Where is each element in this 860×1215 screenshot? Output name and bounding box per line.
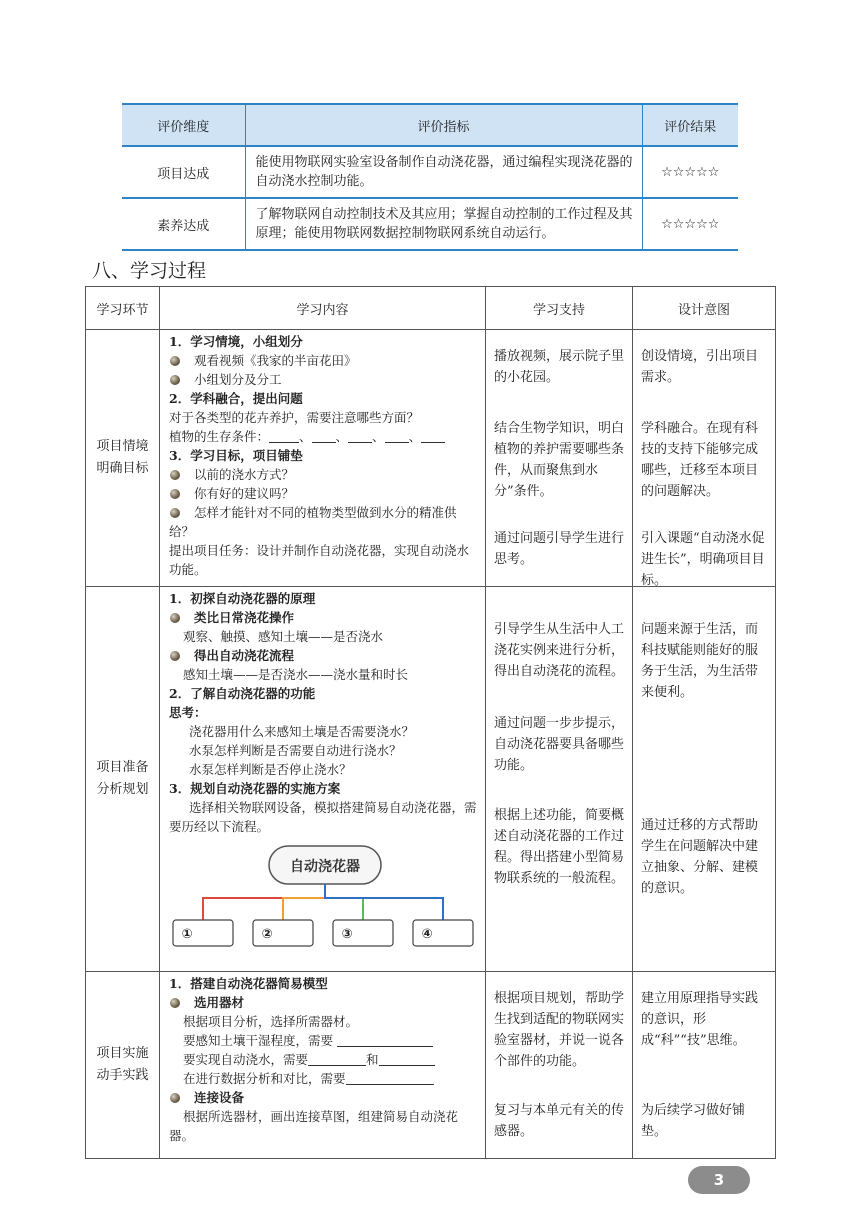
process-header-content: 学习内容	[160, 287, 486, 330]
flow-connector	[283, 884, 325, 920]
content-text: 在进行数据分析和对比，需要	[183, 1071, 346, 1086]
support-text: 播放视频，展示院子里的小花园。	[494, 349, 625, 385]
content-heading: 3．规划自动浇花器的实施方案	[169, 781, 341, 796]
intent-text: 为后续学习做好铺垫。	[641, 1103, 746, 1139]
fill-blank-line	[169, 1069, 479, 1088]
support-text: 复习与本单元有关的传感器。	[494, 1103, 625, 1139]
flow-step-label: ④	[421, 927, 433, 942]
bullet-item	[169, 351, 479, 370]
star-rating[interactable]: ☆☆☆☆☆	[642, 198, 738, 250]
content-heading: 1．初探自动浇花器的原理	[169, 591, 316, 606]
flow-steps	[173, 920, 473, 946]
bullet-text: 选用器材	[194, 995, 245, 1010]
bullet-text: 类比日常浇花操作	[194, 610, 295, 625]
fill-blank-line	[169, 427, 479, 446]
bullet-text: 小组划分及分工	[194, 372, 282, 387]
table-row	[122, 146, 738, 198]
intent-text: 通过迁移的方式帮助学生在问题解决中建立抽象、分解、建模的意识。	[641, 818, 759, 896]
page-number: 3	[688, 1166, 750, 1194]
separator: 、	[335, 429, 349, 444]
table-row	[86, 330, 776, 587]
bullet-item	[169, 993, 479, 1012]
content-text: 要实现自动浇水，需要	[183, 1052, 309, 1067]
flow-root-label: 自动浇花器	[290, 859, 360, 875]
content-heading: 1．学习情境，小组划分	[169, 334, 303, 349]
support-text: 通过问题引导学生进行思考。	[494, 531, 625, 567]
flow-connector	[325, 884, 363, 920]
blank-field[interactable]	[346, 1071, 434, 1085]
eval-header-result: 评价结果	[642, 104, 738, 146]
blank-field[interactable]	[379, 1052, 435, 1066]
stage-label: 项目准备	[96, 760, 149, 775]
intent-text: 建立用原理指导实践的意识，形成“科”“技”思维。	[641, 991, 759, 1048]
star-rating[interactable]: ☆☆☆☆☆	[642, 146, 738, 198]
bullet-item	[169, 646, 479, 665]
content-text: 植物的生存条件：	[169, 429, 270, 444]
support-text: 通过问题一步步提示，自动浇花器要具备哪些功能。	[494, 716, 625, 773]
flow-connector	[325, 884, 443, 920]
content-heading: 3．学习目标，项目铺垫	[169, 448, 303, 463]
blank-field[interactable]	[421, 429, 445, 443]
fill-blank-line	[169, 1050, 479, 1069]
blank-field[interactable]	[337, 1033, 433, 1047]
flow-diagram	[169, 840, 479, 952]
eval-dimension: 素养达成	[122, 198, 245, 250]
fill-blank-line	[169, 1031, 479, 1050]
table-row	[86, 972, 776, 1159]
content-text: 提出项目任务：设计并制作自动浇花器，实现自动浇水功能。	[169, 543, 470, 577]
stage-label: 项目实施	[96, 1046, 149, 1061]
content-cell	[160, 587, 486, 972]
blank-field[interactable]	[348, 429, 372, 443]
blank-field[interactable]	[308, 1052, 366, 1066]
support-cell	[486, 330, 633, 587]
blank-field[interactable]	[269, 429, 299, 443]
separator: 、	[408, 429, 422, 444]
bullet-text: 以前的浇水方式？	[194, 467, 295, 482]
eval-header-dimension: 评价维度	[122, 104, 245, 146]
content-cell	[160, 330, 486, 587]
blank-field[interactable]	[385, 429, 409, 443]
bullet-text: 怎样才能针对不同的植物类型做到水分的精准供给？	[169, 505, 457, 539]
bullet-text: 观看视频《我家的半亩花田》	[194, 353, 357, 368]
eval-indicator: 了解物联网自动控制技术及其应用；掌握自动控制的工作过程及其原理；能使用物联网数据控制物联网系统自动运行。	[245, 198, 642, 250]
bullet-item	[169, 484, 479, 503]
content-text: 观察、触摸、感知土壤——是否浇水	[183, 629, 384, 644]
support-text: 根据上述功能，简要概述自动浇花器的工作过程。得出搭建小型简易物联系统的一般流程。	[494, 808, 625, 886]
bullet-item	[169, 608, 479, 627]
table-row	[86, 587, 776, 972]
stage-label: 项目情境	[96, 439, 149, 454]
intent-text: 问题来源于生活，而科技赋能则能好的服务于生活，为生活带来便利。	[641, 622, 759, 700]
blank-field[interactable]	[312, 429, 336, 443]
process-header-intent: 设计意图	[633, 287, 776, 330]
process-header-stage: 学习环节	[86, 287, 160, 330]
eval-indicator: 能使用物联网实验室设备制作自动浇花器，通过编程实现浇花器的自动浇水控制功能。	[245, 146, 642, 198]
intent-cell	[633, 972, 776, 1159]
content-text: 根据所选器材，画出连接草图，组建简易自动浇花器。	[169, 1109, 459, 1143]
content-heading: 2．学科融合，提出问题	[169, 391, 303, 406]
flow-step-label: ①	[181, 927, 193, 942]
flow-step-label: ③	[341, 927, 353, 942]
intent-cell	[633, 587, 776, 972]
bullet-text: 你有好的建议吗？	[194, 486, 295, 501]
section-title: 八、学习过程	[92, 260, 207, 282]
stage-label: 动手实践	[96, 1068, 149, 1083]
flow-connector	[203, 884, 325, 920]
content-text: 根据项目分析，选择所需器材。	[183, 1014, 359, 1029]
intent-text: 引入课题“自动浇水促进生长”，明确项目目标。	[641, 531, 765, 588]
stage-cell	[86, 587, 160, 972]
support-cell	[486, 587, 633, 972]
content-text: 对于各类型的花卉养护，需要注意哪些方面？	[169, 410, 420, 425]
question-text: 浇花器用什么来感知土壤是否需要浇水？	[189, 724, 415, 739]
evaluation-header-row	[122, 104, 738, 146]
evaluation-table	[122, 103, 738, 251]
stage-label: 分析规划	[96, 782, 149, 797]
process-header-row	[86, 287, 776, 330]
content-heading: 1．搭建自动浇花器简易模型	[169, 976, 328, 991]
intent-text: 创设情境，引出项目需求。	[641, 349, 759, 385]
eval-header-indicator: 评价指标	[245, 104, 642, 146]
flow-step-label: ②	[261, 927, 273, 942]
separator: 、	[372, 429, 385, 444]
intent-text: 学科融合。在现有科技的支持下能够完成哪些，迁移至本项目的问题解决。	[641, 421, 759, 499]
stage-label: 明确目标	[96, 461, 149, 476]
question-text: 水泵怎样判断是否停止浇水？	[189, 762, 352, 777]
process-header-support: 学习支持	[486, 287, 633, 330]
stage-cell	[86, 972, 160, 1159]
bullet-item	[169, 503, 479, 541]
support-text: 根据项目规划，帮助学生找到适配的物联网实验室器材，并说一说各个部件的功能。	[494, 991, 625, 1069]
bullet-text: 得出自动浇花流程	[194, 648, 295, 663]
content-cell	[160, 972, 486, 1159]
support-cell	[486, 972, 633, 1159]
content-text: 思考：	[169, 705, 207, 720]
table-row	[122, 198, 738, 250]
content-text: 要感知土壤干湿程度，需要	[183, 1033, 334, 1048]
flow-connectors	[203, 884, 443, 920]
content-heading: 2．了解自动浇花器的功能	[169, 686, 316, 701]
learning-process-table	[85, 286, 776, 1159]
separator: 、	[299, 429, 312, 444]
stage-cell	[86, 330, 160, 587]
eval-dimension: 项目达成	[122, 146, 245, 198]
bullet-text: 连接设备	[194, 1090, 245, 1105]
question-text: 水泵怎样判断是否需要自动进行浇水？	[189, 743, 402, 758]
intent-cell	[633, 330, 776, 587]
content-text: 感知土壤——是否浇水——浇水量和时长	[183, 667, 409, 682]
bullet-item	[169, 1088, 479, 1107]
content-text: 和	[366, 1052, 379, 1067]
bullet-item	[169, 465, 479, 484]
support-text: 结合生物学知识，明白植物的养护需要哪些条件，从而聚焦到水分”条件。	[494, 421, 625, 499]
bullet-item	[169, 370, 479, 389]
content-text: 选择相关物联网设备，模拟搭建简易自动浇花器，需要历经以下流程。	[169, 800, 477, 834]
support-text: 引导学生从生活中人工浇花实例来进行分析，得出自动浇花的流程。	[494, 622, 625, 679]
